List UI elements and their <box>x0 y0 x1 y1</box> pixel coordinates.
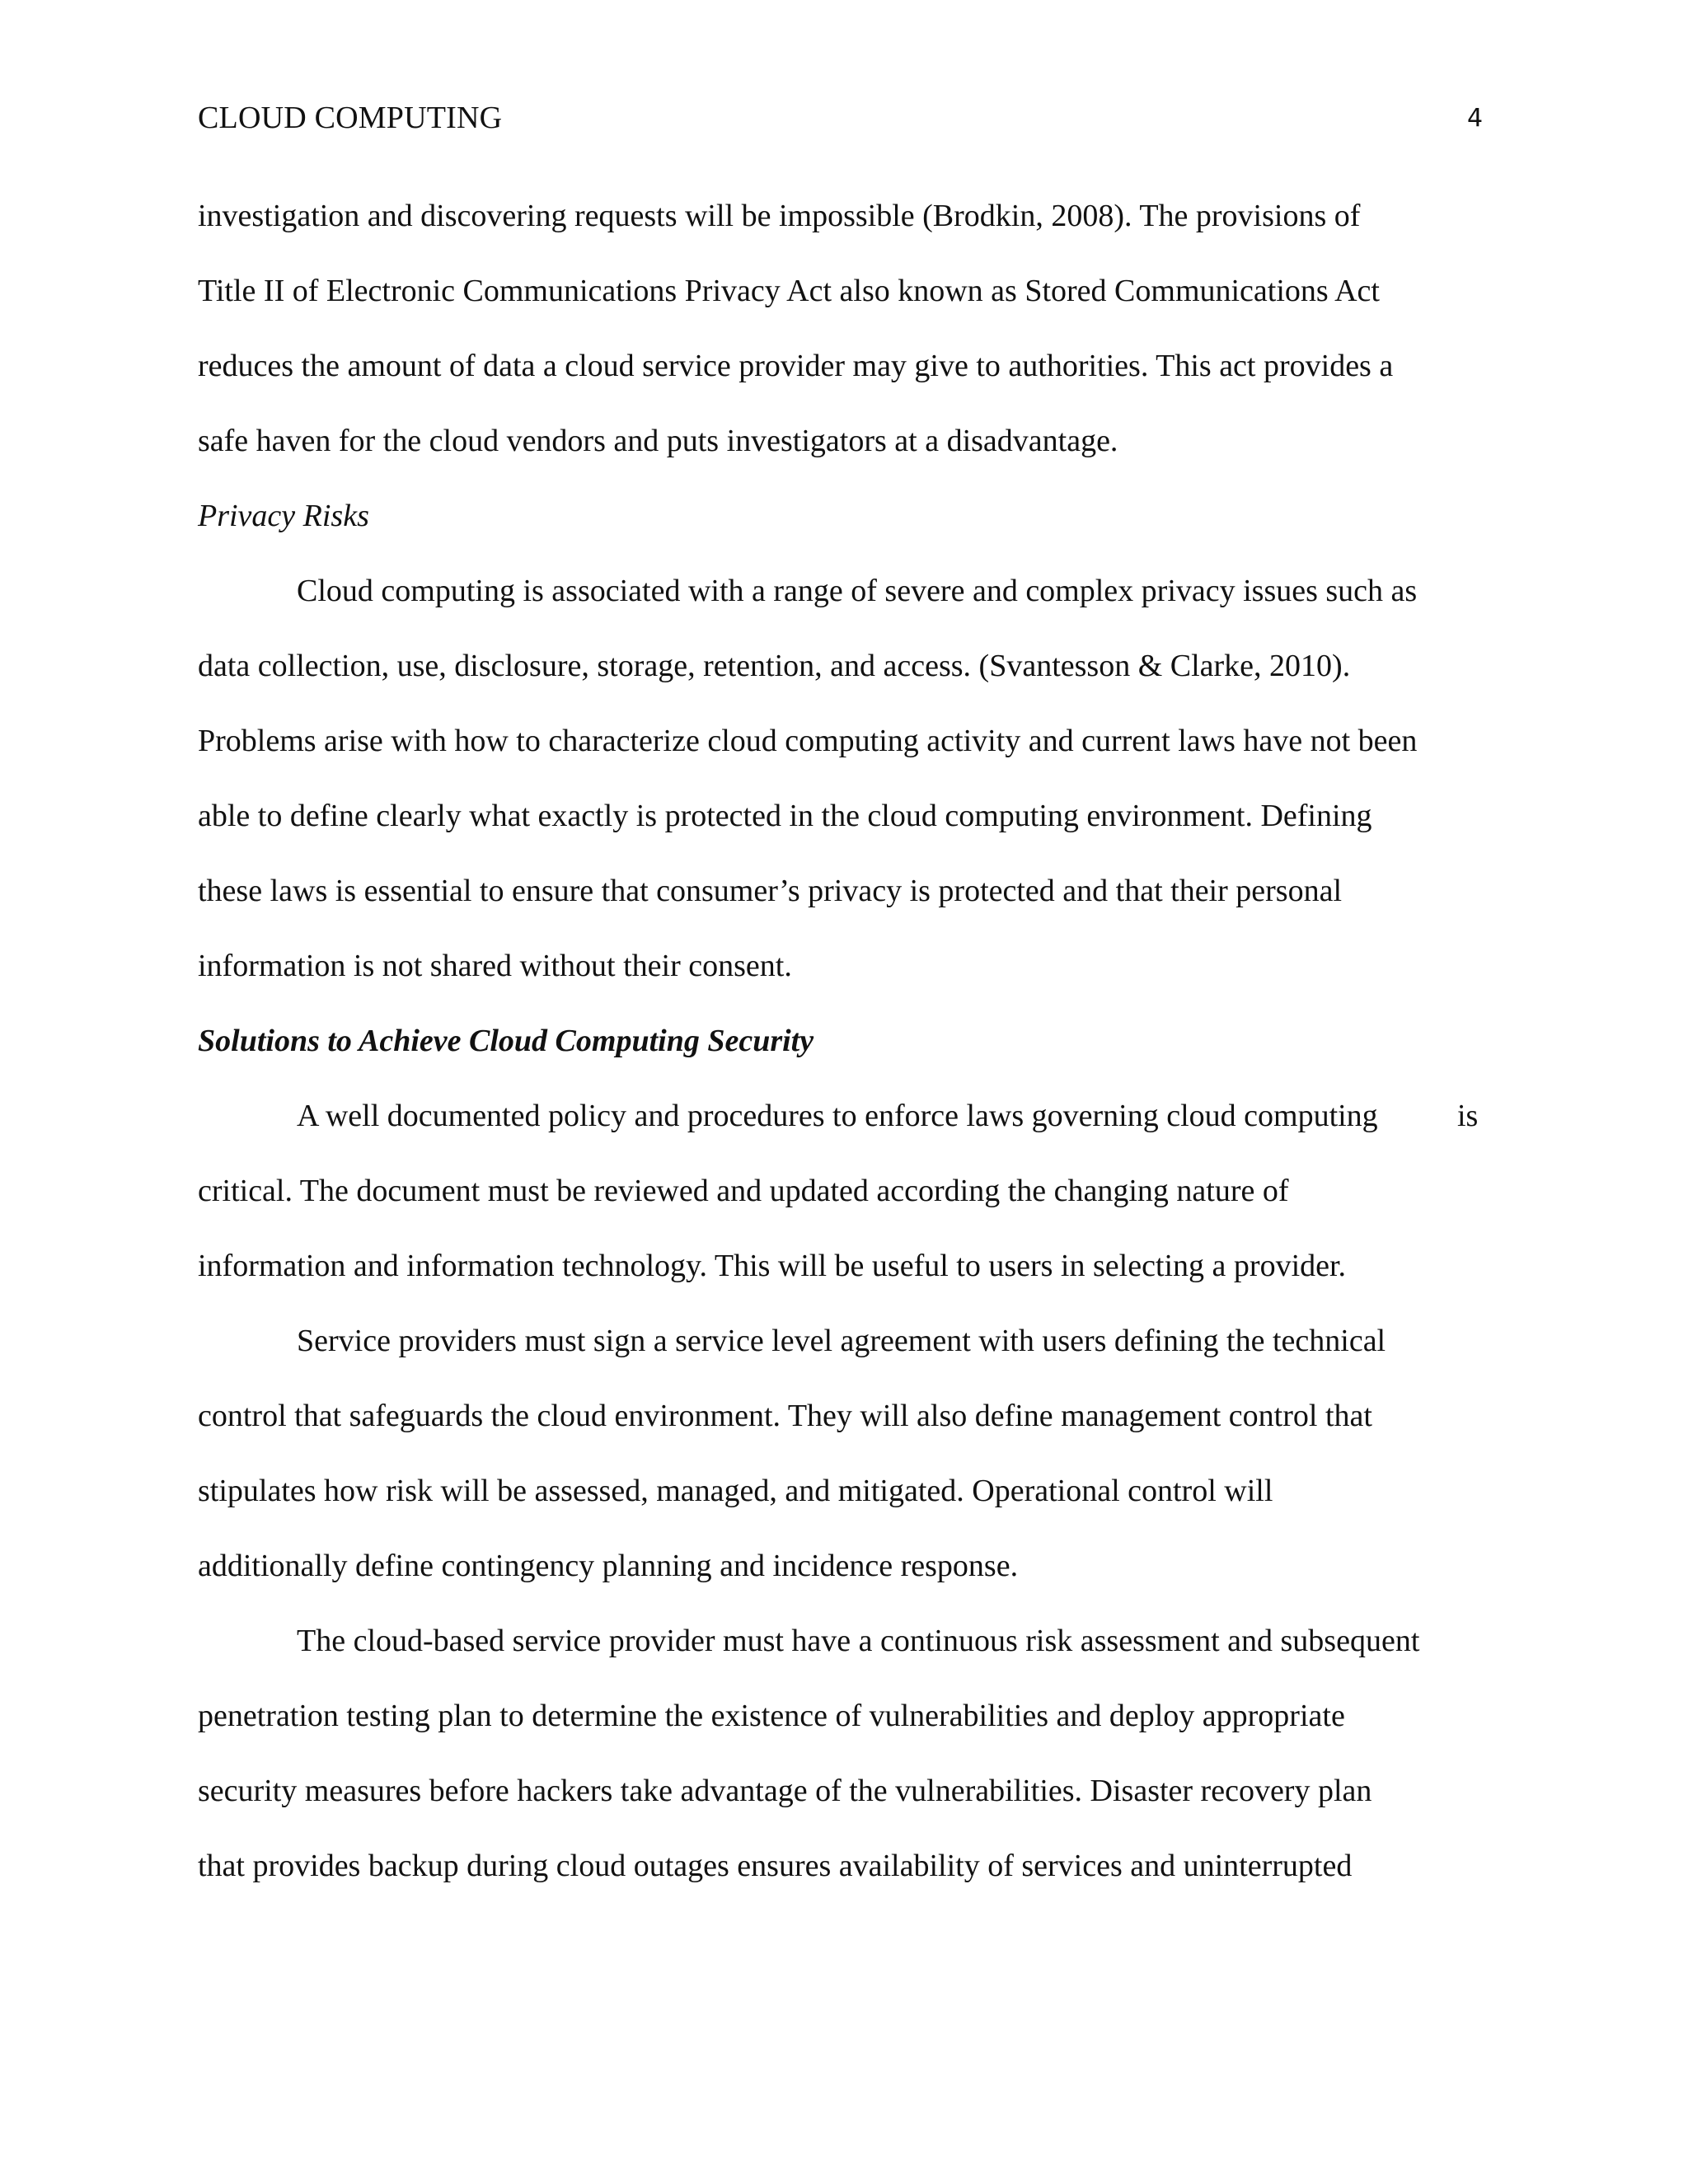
trailing-word: is <box>1457 1099 1479 1133</box>
running-head: CLOUD COMPUTING <box>198 101 503 135</box>
body-line: that provides backup during cloud outages ensures availability of services and uninterrupted <box>198 1849 1353 1883</box>
body-line: information and information technology. This will be useful to users in selecting a provider. <box>198 1249 1347 1283</box>
body-line: data collection, use, disclosure, storage, retention, and access. (Svantesson & Clarke, 2010). <box>198 649 1351 683</box>
body-line: additionally define contingency planning and incidence response. <box>198 1549 1019 1583</box>
body-line: control that safeguards the cloud environment. They will also define management control that <box>198 1399 1372 1433</box>
body-line: Problems arise with how to characterize cloud computing activity and current laws have not been <box>198 724 1418 758</box>
body-line: information is not shared without their consent. <box>198 949 792 983</box>
paragraph-first-line: The cloud-based service provider must have a continuous risk assessment and subsequent <box>297 1624 1420 1658</box>
body-line: penetration testing plan to determine the existence of vulnerabilities and deploy appropriate <box>198 1699 1345 1733</box>
body-line: these laws is essential to ensure that consumer’s privacy is protected and that their personal <box>198 874 1343 908</box>
body-line: stipulates how risk will be assessed, managed, and mitigated. Operational control will <box>198 1474 1273 1508</box>
paragraph-first-line: A well documented policy and procedures to enforce laws governing cloud computing <box>297 1099 1378 1133</box>
page-number: 4 <box>1467 104 1484 133</box>
section-heading-privacy-risks: Privacy Risks <box>198 499 369 533</box>
paragraph-first-line: Cloud computing is associated with a range of severe and complex privacy issues such as <box>297 574 1418 608</box>
body-line: safe haven for the cloud vendors and puts investigators at a disadvantage. <box>198 424 1118 458</box>
body-line: security measures before hackers take advantage of the vulnerabilities. Disaster recovery plan <box>198 1774 1372 1808</box>
body-line: Title II of Electronic Communications Privacy Act also known as Stored Communications Act <box>198 274 1380 308</box>
body-line: reduces the amount of data a cloud service provider may give to authorities. This act provides a <box>198 349 1394 383</box>
paragraph-first-line: Service providers must sign a service level agreement with users defining the technical <box>297 1324 1386 1358</box>
body-line: investigation and discovering requests will be impossible (Brodkin, 2008). The provisions of <box>198 199 1361 233</box>
body-line: able to define clearly what exactly is protected in the cloud computing environment. Defining <box>198 799 1372 833</box>
section-heading-solutions: Solutions to Achieve Cloud Computing Security <box>198 1024 814 1058</box>
body-line: critical. The document must be reviewed and updated according the changing nature of <box>198 1174 1289 1208</box>
